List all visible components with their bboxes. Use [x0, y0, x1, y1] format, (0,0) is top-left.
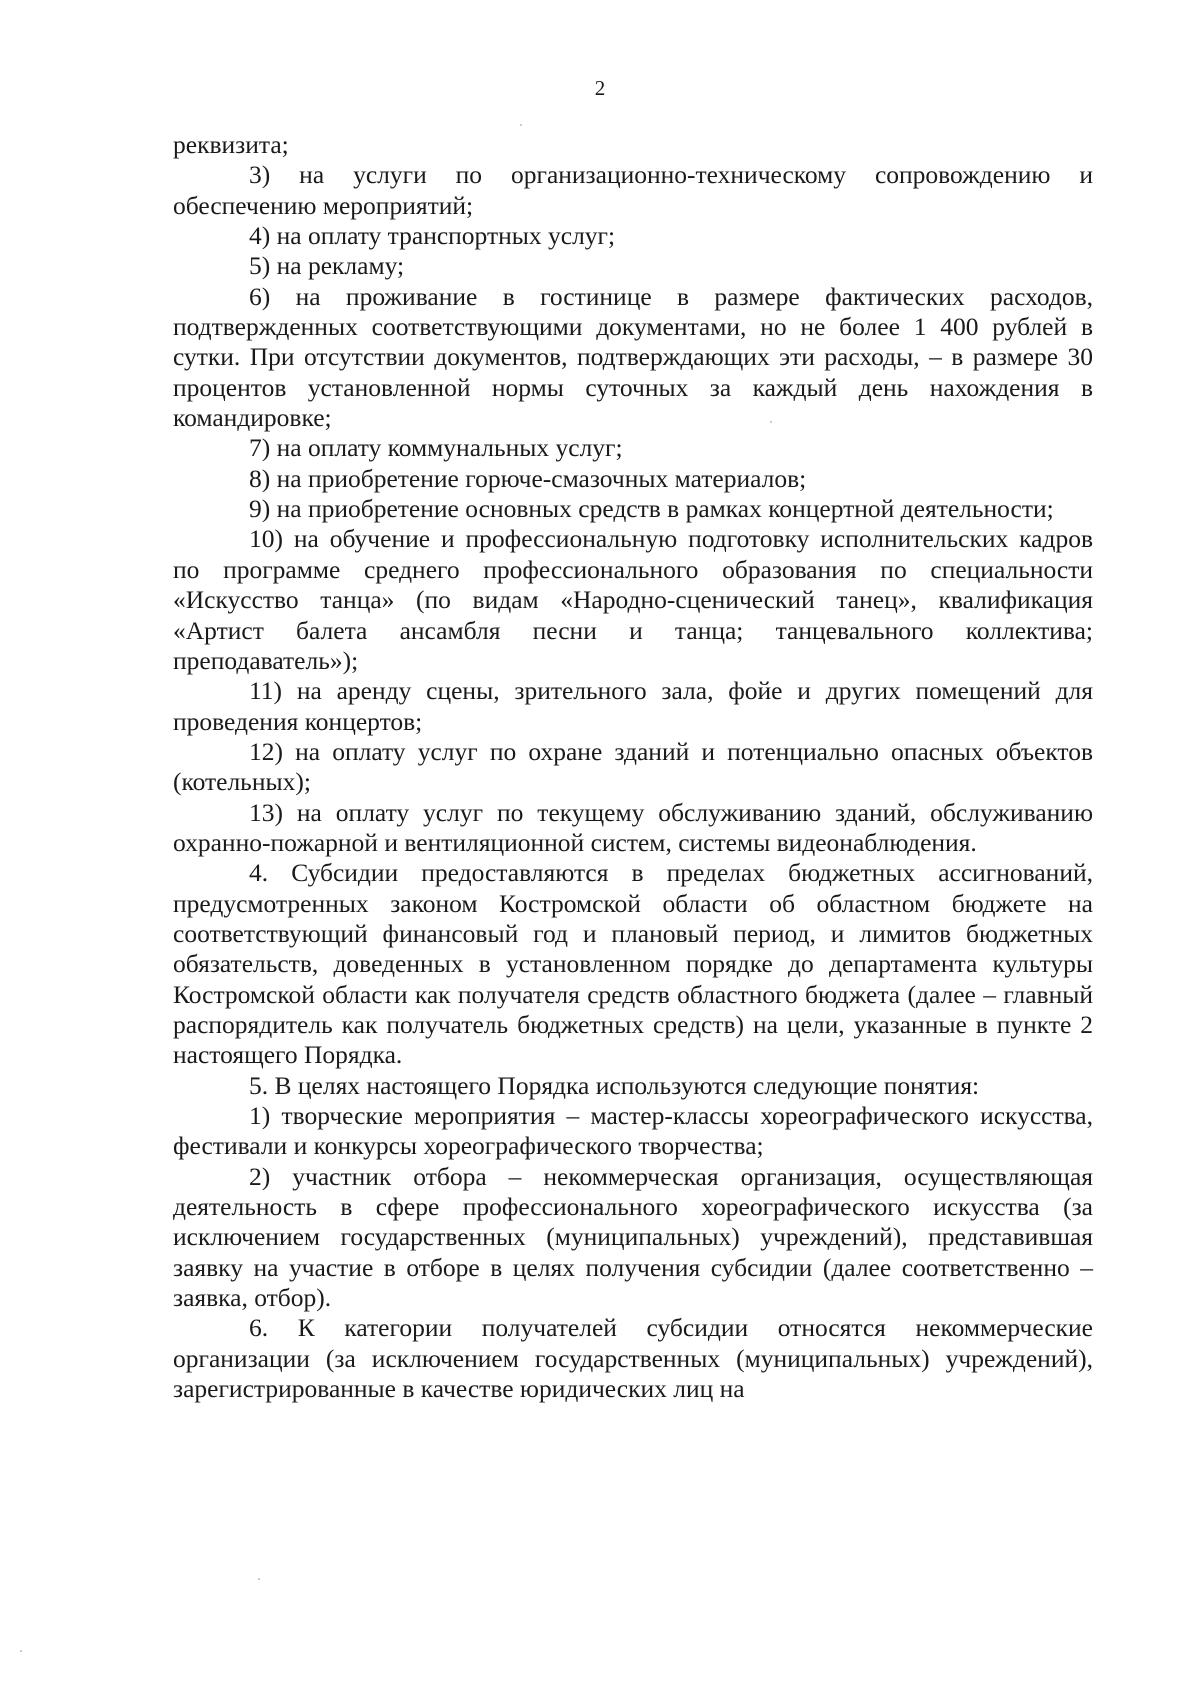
- paragraph-item-7: 7) на оплату коммунальных услуг;: [249, 433, 623, 463]
- paragraph-item-5: 5) на рекламу;: [249, 251, 405, 281]
- paragraph-section-4: 4. Субсидии предоставляются в пределах бюджетных ассигнований, предусмотренных законом Костромской области об областном бюджете на соответствующий финансовый год и плановый период, и лимитов бюджетных обязательств, доведенных в установленном порядке до департамента культуры Костромской области как получателя средств областного бюджета (далее – главный распорядитель как получатель бюджетных средств) на цели, указанные в пункте 2 настоящего Порядка.: [173, 858, 1093, 1070]
- paragraph-item-3: 3) на услуги по организационно-техническому сопровождению и обеспечению мероприятий;: [173, 160, 1093, 220]
- paragraph-item-9: 9) на приобретение основных средств в рамках концертной деятельности;: [249, 494, 1054, 524]
- scan-speck: [520, 124, 522, 126]
- paragraph-item-12: 12) на оплату услуг по охране зданий и потенциально опасных объектов (котельных);: [173, 736, 1093, 797]
- document-body: [173, 130, 1093, 1404]
- scan-speck: [258, 1578, 260, 1580]
- paragraph-item-13: 13) на оплату услуг по текущему обслуживанию зданий, обслуживанию охранно-пожарной и вентиляционной систем, системы видеонаблюдения.: [173, 797, 1093, 857]
- paragraph-item-10: 10) на обучение и профессиональную подготовку исполнительских кадров по программе среднего профессионального образования по специальности «Искусство танца» (по видам «Народно-сценический танец», квалификация «Артист балета ансамбля песни и танца; танцевального коллектива; преподаватель»);: [173, 524, 1093, 675]
- scan-speck: [20, 1650, 22, 1652]
- paragraph-item-11: 11) на аренду сцены, зрительного зала, фойе и других помещений для проведения концертов;: [173, 676, 1093, 736]
- paragraph-item-8: 8) на приобретение горюче-смазочных материалов;: [249, 463, 807, 493]
- paragraph-section-5: 5. В целях настоящего Порядка используются следующие понятия:: [249, 1070, 980, 1100]
- paragraph-continuation: реквизита;: [173, 130, 289, 159]
- paragraph-section-6: 6. К категории получателей субсидии относятся некоммерческие организации (за исключением государственных (муниципальных) учреждений), зарегистрированные в качестве юридических лиц на: [173, 1313, 1093, 1404]
- paragraph-definition-2: 2) участник отбора – некоммерческая организация, осуществляющая деятельность в сфере профессионального хореографического искусства (за исключением государственных (муниципальных) учреждений), представившая заявку на участие в отборе в целях получения субсидии (далее соответственно – заявка, отбор).: [173, 1161, 1093, 1313]
- page-number: 2: [594, 76, 606, 100]
- paragraph-item-4: 4) на оплату транспортных услуг;: [249, 221, 616, 251]
- paragraph-definition-1: 1) творческие мероприятия – мастер-классы хореографического искусства, фестивали и конкурсы хореографического творчества;: [173, 1101, 1093, 1161]
- scan-speck: [770, 421, 772, 423]
- paragraph-item-6: 6) на проживание в гостинице в размере фактических расходов, подтвержденных соответствующими документами, но не более 1 400 рублей в сутки. При отсутствии документов, подтверждающих эти расходы, – в размере 30 процентов установленной нормы суточных за каждый день нахождения в командировке;: [173, 281, 1093, 433]
